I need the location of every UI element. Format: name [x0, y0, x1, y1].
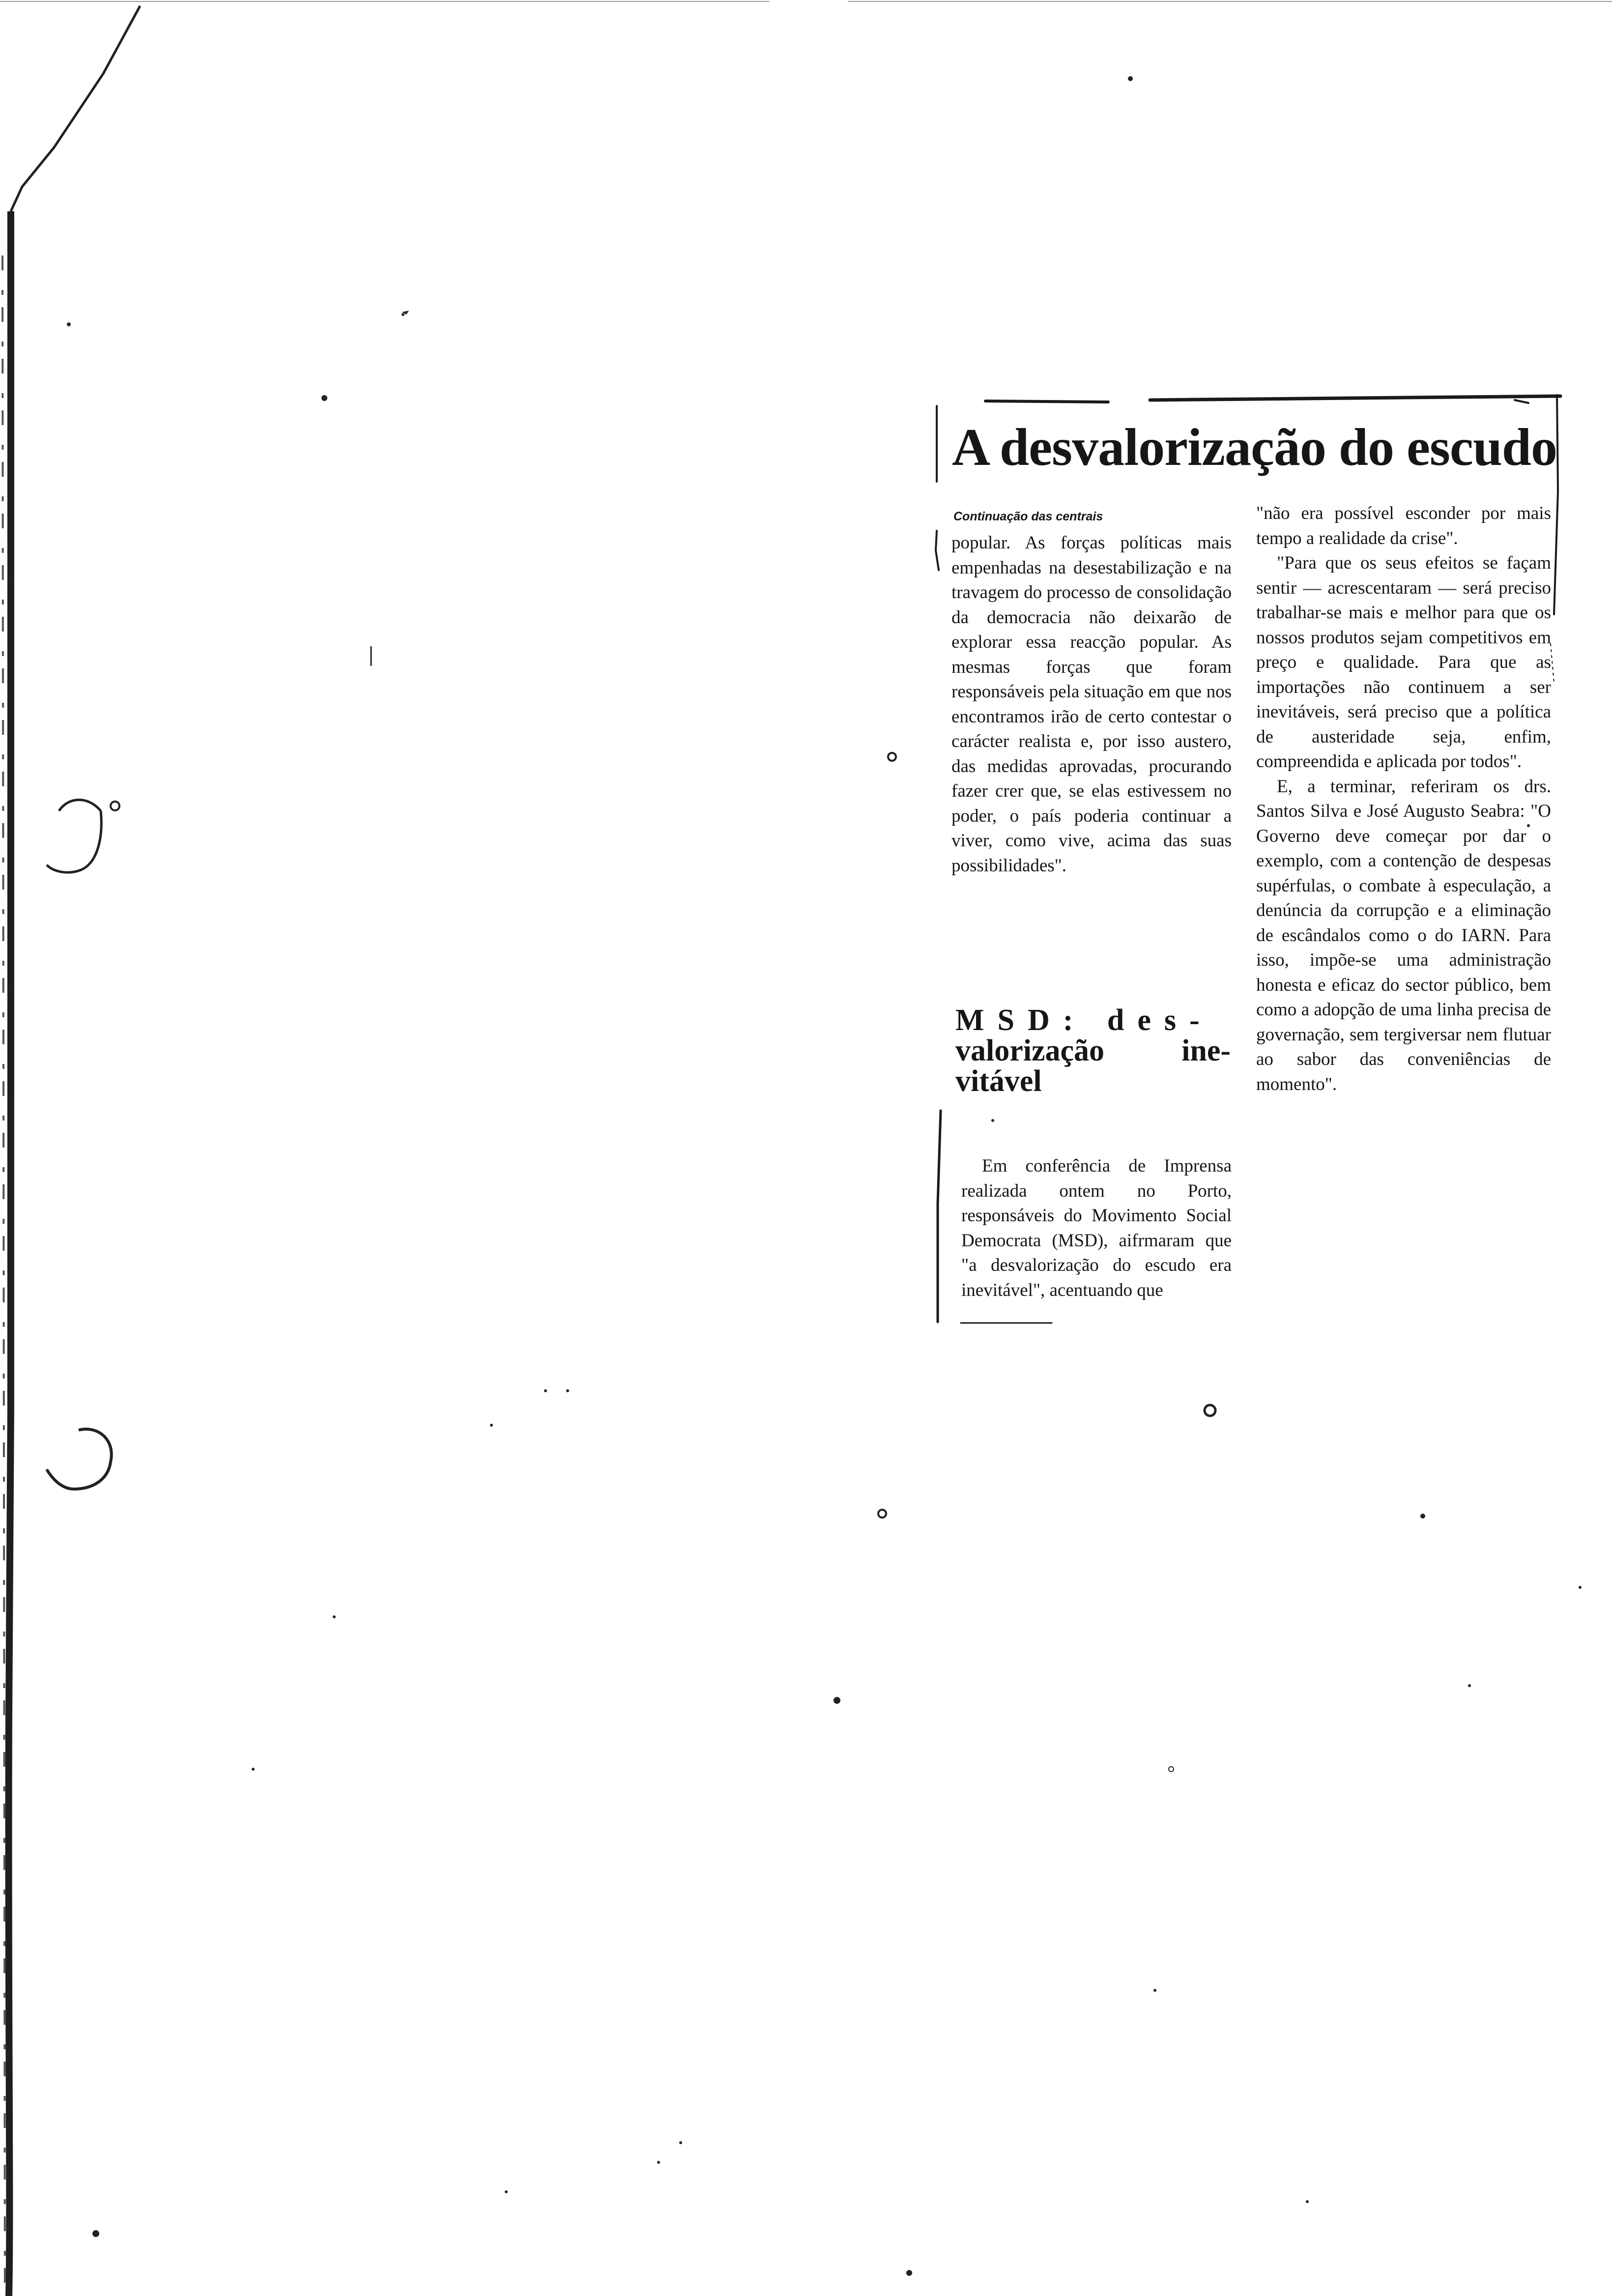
subhead-line-3: vitável [955, 1064, 1042, 1098]
newspaper-clipping [934, 388, 1563, 1332]
article-headline: A desvalorização do escudo [952, 418, 1557, 477]
article-paragraph: "Para que os seus efeitos se façam sentir — acrescentaram — será preciso trabalhar-se mais e melhor para que os nossos produtos sejam competitivos em preço e qualidade. Para que as importações não continuem a ser inevitáveis, será preciso que a política de austeridade seja, enfim, compreendida e aplicada por todos". [1256, 553, 1551, 772]
article-column-left [951, 531, 1232, 878]
article-paragraph: E, a terminar, referiram os drs. Santos Silva e José Augusto Seabra: "O Governo deve começar por dar o exemplo, com a contenção de despesas supérfulas, o combate à especulação, a denúncia da corrupção e a eliminação de escândalos como o do IARN. Para isso, impõe-se uma administração honesta e eficaz do sector público, bem como a adopção de uma linha precisa de governação, sem tergiversar nem flutuar ao sabor das conveniências de momento". [1256, 776, 1551, 1094]
article-paragraph: popular. As forças políticas mais empenhadas na desestabilização e na travagem do processo de consolidação da democracia não deixarão de explorar essa reacção popular. As mesmas forças que foram responsáveis pela situação em que nos encontramos irão de certo contestar o carácter realista e, por isso austero, das medidas aprovadas, procurando fazer crer que, se elas estivessem no poder, o país poderia continuar a viver, como vive, acima das suas possibilidades". [951, 533, 1232, 876]
article-paragraph: Em conferência de Imprensa realizada ontem no Porto, responsáveis do Movimento Social Democrata (MSD), aifrmaram que "a desvalorização do escudo era inevitável", acentuando que [961, 1156, 1232, 1300]
subhead-line-1: MSD: des- [955, 1004, 1213, 1037]
article-subhead [955, 1005, 1231, 1096]
subhead-line-2-part-a: valorização [955, 1034, 1105, 1067]
subhead-line-2-part-b: ine- [1181, 1034, 1231, 1067]
subhead-line-2 [955, 1035, 1231, 1066]
article-column-left-lower [961, 1154, 1232, 1303]
article-column-right [1256, 501, 1551, 1097]
article-paragraph: "não era possível esconder por mais tempo a realidade da crise". [1256, 503, 1551, 548]
article-kicker: Continuação das centrais [953, 510, 1103, 523]
